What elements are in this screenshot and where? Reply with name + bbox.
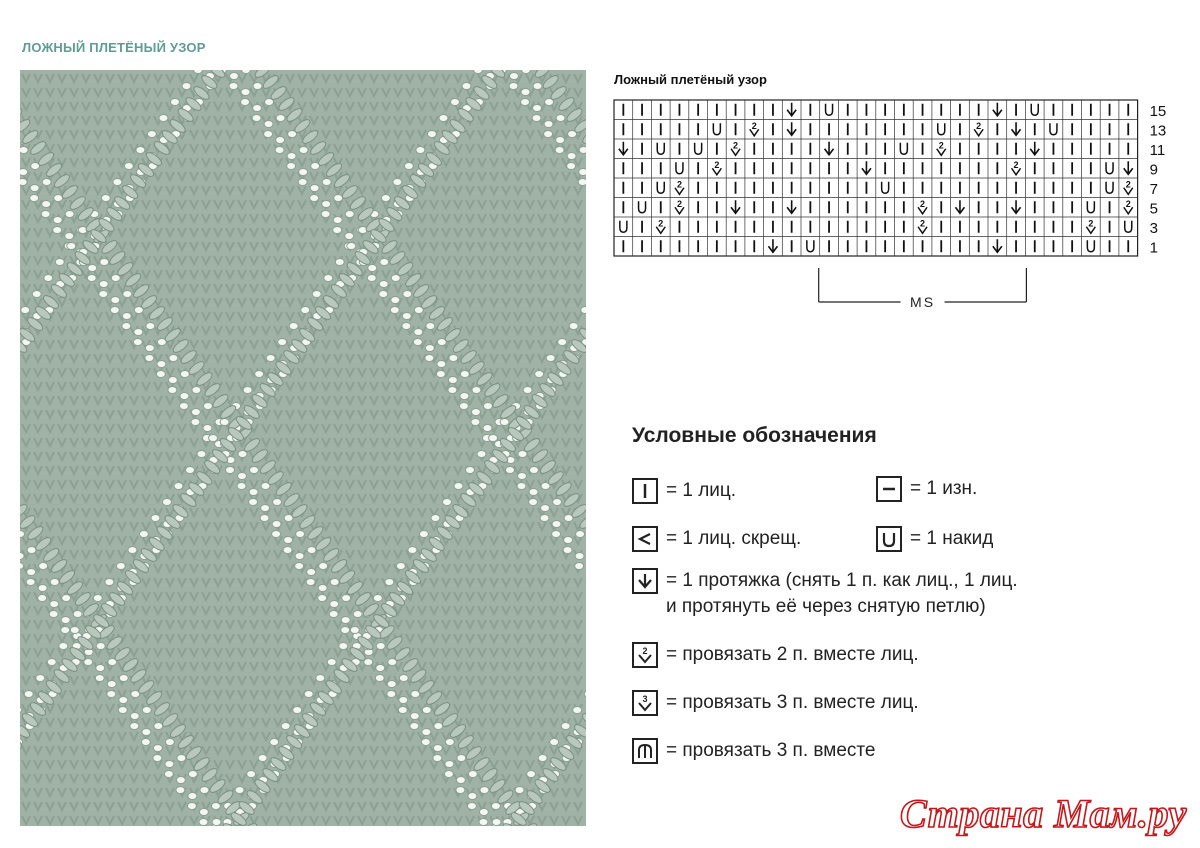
k3tog-symbol-icon: [632, 690, 658, 716]
legend-item-yarnover: [876, 526, 993, 552]
svg-text:2: 2: [920, 218, 926, 229]
svg-text:2: 2: [751, 120, 757, 131]
chart-title: Ложный плетёный узор: [614, 72, 767, 87]
legend-text-knit: = 1 лиц.: [666, 480, 737, 501]
legend-item-knit: [632, 478, 736, 504]
row-number-3: 3: [1149, 219, 1158, 237]
legend-text-k2tog: = провязать 2 п. вместе лиц.: [666, 644, 919, 665]
legend-text-slip-line1: = 1 протяжка (снять 1 п. как лиц., 1 лиц.: [666, 570, 1018, 591]
3tog-symbol-icon: [632, 738, 658, 764]
svg-text:2: 2: [676, 198, 682, 209]
k2tog-symbol-icon: [632, 642, 658, 668]
row-number-1: 1: [1149, 239, 1158, 257]
yarnover-symbol-icon: [876, 526, 902, 552]
svg-text:2: 2: [1125, 198, 1131, 209]
legend-text-purl: = 1 изн.: [910, 478, 978, 499]
legend-item-purl: [876, 476, 977, 502]
svg-text:2: 2: [1088, 218, 1094, 229]
legend-text-slip-line2: и протянуть её через снятую петлю): [666, 596, 986, 617]
svg-text:2: 2: [976, 120, 982, 131]
svg-text:2: 2: [676, 179, 682, 190]
legend-item-k3tog: [632, 690, 919, 716]
svg-text:2: 2: [714, 159, 720, 170]
knit-symbol-icon: [632, 478, 658, 504]
repeat-label: MS: [910, 294, 936, 310]
crossed-knit-symbol-icon: [632, 526, 658, 552]
knit-pattern-illustration: [20, 70, 586, 826]
legend-text-crossed: = 1 лиц. скрещ.: [666, 528, 802, 549]
purl-symbol-icon: [876, 476, 902, 502]
row-number-15: 15: [1149, 102, 1167, 120]
knitting-chart: [612, 98, 1172, 333]
svg-text:2: 2: [642, 646, 648, 656]
legend-text-3tog: = провязать 3 п. вместе: [666, 740, 876, 761]
row-number-9: 9: [1149, 161, 1158, 179]
svg-text:2: 2: [1125, 179, 1131, 190]
legend-item-3tog: [632, 738, 875, 764]
knitted-sample-photo: [20, 70, 586, 826]
svg-text:2: 2: [733, 140, 739, 151]
svg-text:3: 3: [642, 694, 648, 704]
row-number-7: 7: [1149, 180, 1158, 198]
svg-text:2: 2: [938, 140, 944, 151]
legend-item-crossed: [632, 526, 801, 552]
chart-cells: [614, 100, 1138, 256]
svg-text:2: 2: [1013, 159, 1019, 170]
photo-title: ЛОЖНЫЙ ПЛЕТЁНЫЙ УЗОР: [22, 40, 206, 55]
legend-text-k3tog: = провязать 3 п. вместе лиц.: [666, 692, 919, 713]
row-number-13: 13: [1149, 122, 1167, 140]
svg-text:2: 2: [658, 218, 664, 229]
legend-item-slip: [632, 568, 1018, 620]
legend-item-k2tog: [632, 642, 919, 668]
row-number-11: 11: [1149, 141, 1166, 159]
slip-stitch-symbol-icon: [632, 568, 658, 594]
knitting-chart-grid: [612, 98, 1172, 328]
legend-title: Условные обозначения: [632, 424, 877, 447]
legend-text-yarnover: = 1 накид: [910, 528, 994, 549]
stranamam-watermark: Страна Мам.ру: [900, 791, 1187, 836]
row-number-5: 5: [1149, 200, 1158, 218]
svg-text:2: 2: [920, 198, 926, 209]
